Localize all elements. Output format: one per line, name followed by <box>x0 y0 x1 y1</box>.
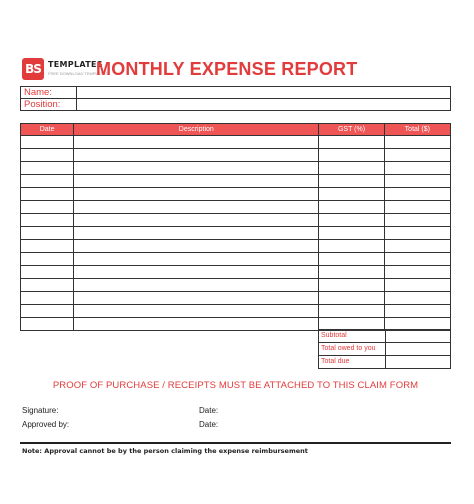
name-label: Name: <box>21 87 77 99</box>
total-cell[interactable] <box>384 201 450 214</box>
description-cell[interactable] <box>74 240 319 253</box>
expense-row <box>21 279 451 292</box>
gst-cell[interactable] <box>319 214 384 227</box>
date-cell[interactable] <box>21 240 74 253</box>
description-cell[interactable] <box>74 279 319 292</box>
total-cell[interactable] <box>384 162 450 175</box>
total-cell[interactable] <box>384 240 450 253</box>
gst-cell[interactable] <box>319 266 384 279</box>
total-cell[interactable] <box>384 149 450 162</box>
date-cell[interactable] <box>21 227 74 240</box>
description-cell[interactable] <box>74 149 319 162</box>
description-cell[interactable] <box>74 188 319 201</box>
report-title: MONTHLY EXPENSE REPORT <box>96 59 358 79</box>
gst-cell[interactable] <box>319 188 384 201</box>
gst-cell[interactable] <box>319 175 384 188</box>
expense-row <box>21 201 451 214</box>
position-label: Position: <box>21 99 77 111</box>
expense-row <box>21 253 451 266</box>
description-cell[interactable] <box>74 292 319 305</box>
date-cell[interactable] <box>21 279 74 292</box>
expense-row <box>21 240 451 253</box>
date-cell[interactable] <box>21 175 74 188</box>
description-cell[interactable] <box>74 227 319 240</box>
total-cell[interactable] <box>384 279 450 292</box>
employee-info-table <box>20 86 451 111</box>
expense-row <box>21 149 451 162</box>
total-cell[interactable] <box>384 175 450 188</box>
expense-row <box>21 292 451 305</box>
gst-cell[interactable] <box>319 162 384 175</box>
total-cell[interactable] <box>384 266 450 279</box>
total-cell[interactable] <box>384 188 450 201</box>
expense-row <box>21 175 451 188</box>
total-due-value[interactable] <box>386 356 451 369</box>
description-cell[interactable] <box>74 253 319 266</box>
total-due-row <box>319 356 451 369</box>
date-cell[interactable] <box>21 201 74 214</box>
gst-cell[interactable] <box>319 149 384 162</box>
date-cell[interactable] <box>21 266 74 279</box>
subtotal-value[interactable] <box>386 330 451 343</box>
summary-table <box>318 329 451 369</box>
description-cell[interactable] <box>74 305 319 318</box>
brand-name: TEMPLATES <box>48 60 103 69</box>
expense-row <box>21 227 451 240</box>
name-field[interactable] <box>77 87 451 99</box>
approval-date-label: Date: <box>199 420 219 429</box>
gst-cell[interactable] <box>319 240 384 253</box>
signature-label: Signature: <box>22 406 59 415</box>
subtotal-row <box>319 330 451 343</box>
expense-table-body <box>21 136 451 331</box>
gst-cell[interactable] <box>319 253 384 266</box>
date-cell[interactable] <box>21 292 74 305</box>
subtotal-label: Subtotal <box>319 330 386 343</box>
date-cell[interactable] <box>21 149 74 162</box>
total-cell[interactable] <box>384 253 450 266</box>
description-cell[interactable] <box>74 175 319 188</box>
expense-row <box>21 136 451 149</box>
receipts-notice: PROOF OF PURCHASE / RECEIPTS MUST BE ATTACHED TO THIS CLAIM FORM <box>52 380 419 391</box>
expense-table <box>20 123 451 331</box>
total-cell[interactable] <box>384 227 450 240</box>
gst-cell[interactable] <box>319 227 384 240</box>
name-row <box>21 87 451 99</box>
gst-cell[interactable] <box>319 201 384 214</box>
total-due-label: Total due <box>319 356 386 369</box>
position-row <box>21 99 451 111</box>
date-cell[interactable] <box>21 318 74 331</box>
description-cell[interactable] <box>74 162 319 175</box>
description-cell[interactable] <box>74 266 319 279</box>
total-owed-row <box>319 343 451 356</box>
gst-cell[interactable] <box>319 136 384 149</box>
gst-cell[interactable] <box>319 292 384 305</box>
date-cell[interactable] <box>21 162 74 175</box>
total-cell[interactable] <box>384 214 450 227</box>
brand-tagline: FREE DOWNLOAD TEMPLATES <box>48 71 108 76</box>
header-description: Description <box>74 124 319 136</box>
total-owed-value[interactable] <box>386 343 451 356</box>
header-gst: GST (%) <box>319 124 384 136</box>
date-cell[interactable] <box>21 305 74 318</box>
description-cell[interactable] <box>74 136 319 149</box>
header-total: Total ($) <box>384 124 450 136</box>
description-cell[interactable] <box>74 214 319 227</box>
expense-row <box>21 162 451 175</box>
footer-divider <box>20 442 451 444</box>
total-cell[interactable] <box>384 305 450 318</box>
date-cell[interactable] <box>21 136 74 149</box>
date-cell[interactable] <box>21 253 74 266</box>
gst-cell[interactable] <box>319 279 384 292</box>
expense-row <box>21 214 451 227</box>
expense-row <box>21 266 451 279</box>
approved-by-label: Approved by: <box>22 420 70 429</box>
signature-date-label: Date: <box>199 406 219 415</box>
position-field[interactable] <box>77 99 451 111</box>
expense-row <box>21 188 451 201</box>
approval-note: Note: Approval cannot be by the person claiming the expense reimbursement <box>22 447 308 455</box>
expense-table-header <box>21 124 451 136</box>
total-cell[interactable] <box>384 136 450 149</box>
total-owed-label: Total owed to you <box>319 343 386 356</box>
description-cell[interactable] <box>74 318 319 331</box>
date-cell[interactable] <box>21 214 74 227</box>
brand-logo-icon: BS <box>22 58 44 80</box>
header-date: Date <box>21 124 74 136</box>
total-cell[interactable] <box>384 292 450 305</box>
description-cell[interactable] <box>74 201 319 214</box>
date-cell[interactable] <box>21 188 74 201</box>
expense-row <box>21 305 451 318</box>
gst-cell[interactable] <box>319 305 384 318</box>
